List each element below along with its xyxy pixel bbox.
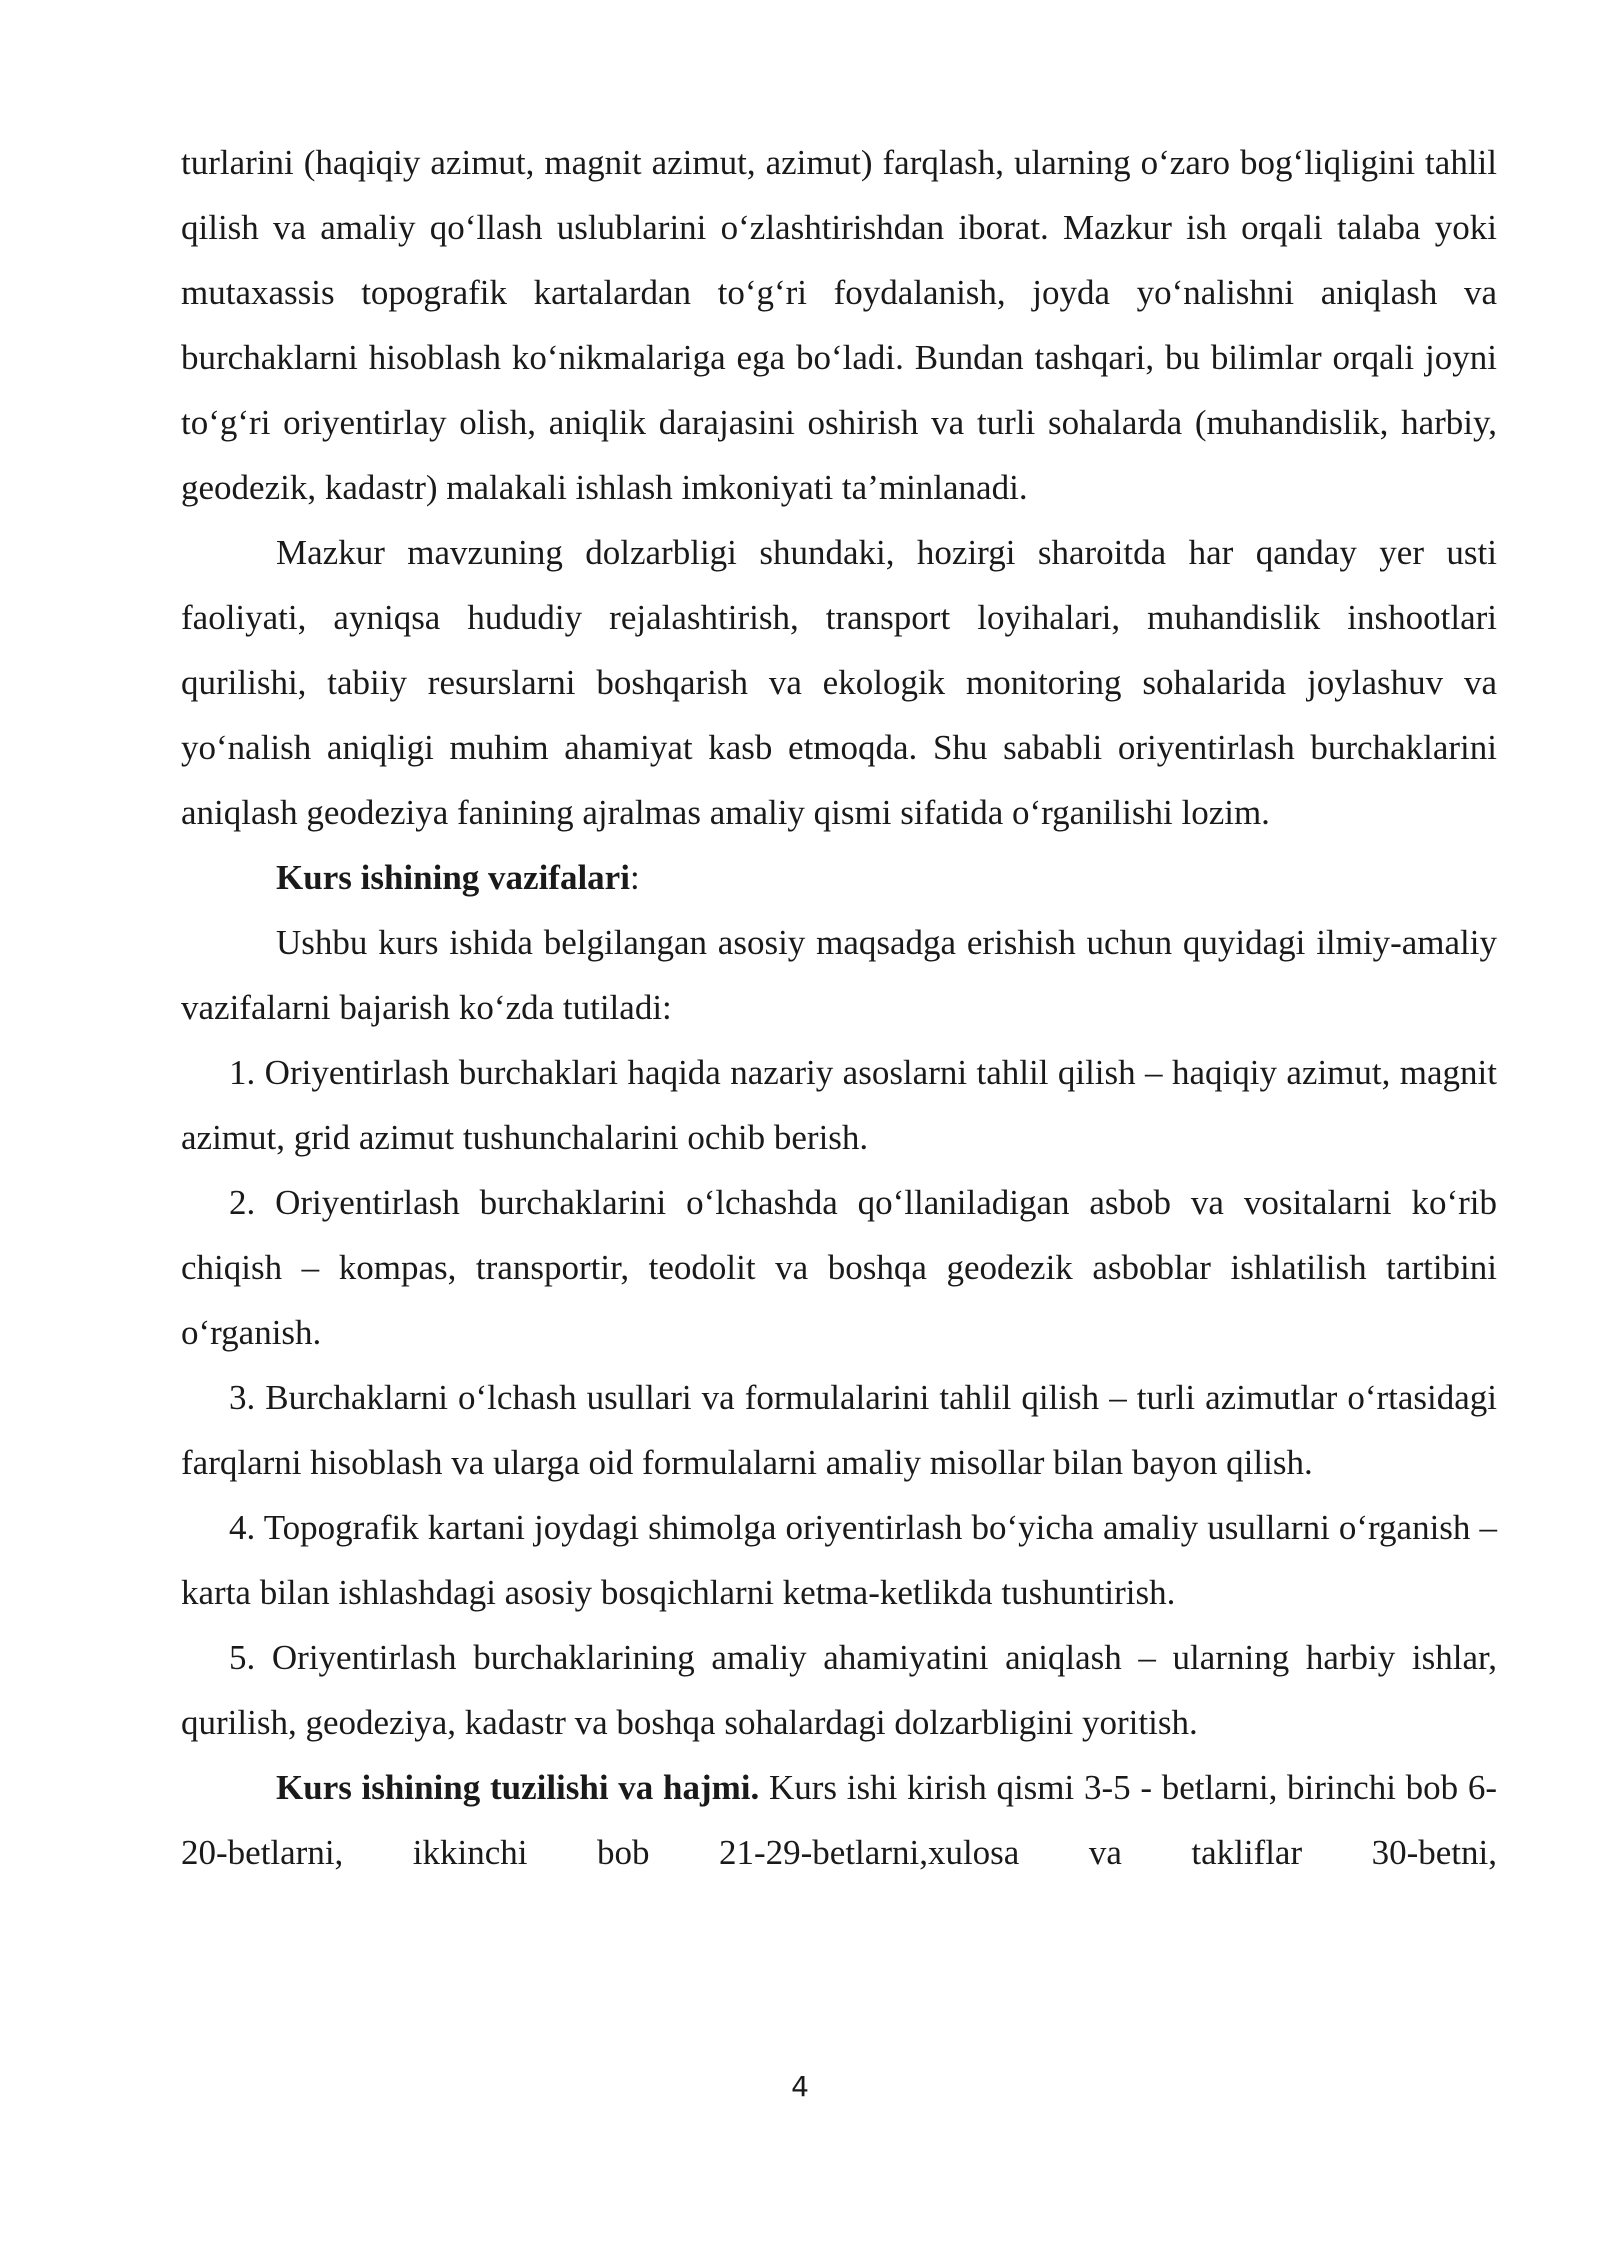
structure-heading: Kurs ishining tuzilishi va hajmi. [276,1768,760,1807]
list-item: 4. Topografik kartani joydagi shimolga oriyentirlash bo‘yicha amaliy usullarni o‘rganish – karta bilan ishlashdagi asosiy bosqichlarni ketma-ketlikda tushuntirish. [181,1508,1497,1612]
list-item: 2. Oriyentirlash burchaklarini o‘lchashda qo‘llaniladigan asbob va vositalarni ko‘rib chiqish – kompas, transportir, teodolit va boshqa geodezik asboblar ishlatilish tartibini o‘rganish. [181,1183,1497,1352]
list-item: 3. Burchaklarni o‘lchash usullari va formulalarini tahlil qilish – turli azimutlar o‘rtasidagi farqlarni hisoblash va ularga oid formulalarni amaliy misollar bilan bayon qilish. [181,1378,1497,1482]
paragraph-relevance: Mazkur mavzuning dolzarbligi shundaki, hozirgi sharoitda har qanday yer usti faoliyati, ayniqsa hududiy rejalashtirish, transport loyihalari, muhandislik inshootlari qurilishi, tabiiy resurslarni boshqarish va ekologik monitoring sohalarida joylashuv va yo‘nalish aniqligi muhim ahamiyat kasb etmoqda. Shu sababli oriyentirlash burchaklarini aniqlash geodeziya fanining ajralmas amaliy qismi sifatida o‘rganilishi lozim. [181,533,1497,832]
structure-paragraph [181,1755,1497,1885]
page-number: 4 [791,2070,809,2103]
tasks-heading: Kurs ishining vazifalari [276,858,630,897]
tasks-heading-line [181,845,1497,910]
body-text [181,130,1497,1885]
structure-text: Kurs ishi kirish qismi 3-5 - betlarni, birinchi bob 6-20-betlarni, ikkinchi bob 21-29-betlarni,xulosa va takliflar 30-betni, [181,1768,1497,1872]
tasks-heading-colon: : [629,858,640,897]
list-item: 5. Oriyentirlash burchaklarining amaliy ahamiyatini aniqlash – ularning harbiy ishlar, qurilish, geodeziya, kadastr va boshqa sohalardagi dolzarbligini yoritish. [181,1638,1497,1742]
paragraph-continuation: turlarini (haqiqiy azimut, magnit azimut, azimut) farqlash, ularning o‘zaro bog‘liqligini tahlil qilish va amaliy qo‘llash uslublarini o‘zlashtirishdan iborat. Mazkur ish orqali talaba yoki mutaxassis topografik kartalardan to‘g‘ri foydalanish, joyda yo‘nalishni aniqlash va burchaklarni hisoblash ko‘nikmalariga ega bo‘ladi. Bundan tashqari, bu bilimlar orqali joyni to‘g‘ri oriyentirlay olish, aniqlik darajasini oshirish va turli sohalarda (muhandislik, harbiy, geodezik, kadastr) malakali ishlash imkoniyati ta’minlanadi. [181,143,1497,507]
list-item: 1. Oriyentirlash burchaklari haqida nazariy asoslarni tahlil qilish – haqiqiy azimut, magnit azimut, grid azimut tushunchalarini ochib berish. [181,1053,1497,1157]
tasks-intro: Ushbu kurs ishida belgilangan asosiy maqsadga erishish uchun quyidagi ilmiy-amaliy vazifalarni bajarish ko‘zda tutiladi: [181,923,1497,1027]
